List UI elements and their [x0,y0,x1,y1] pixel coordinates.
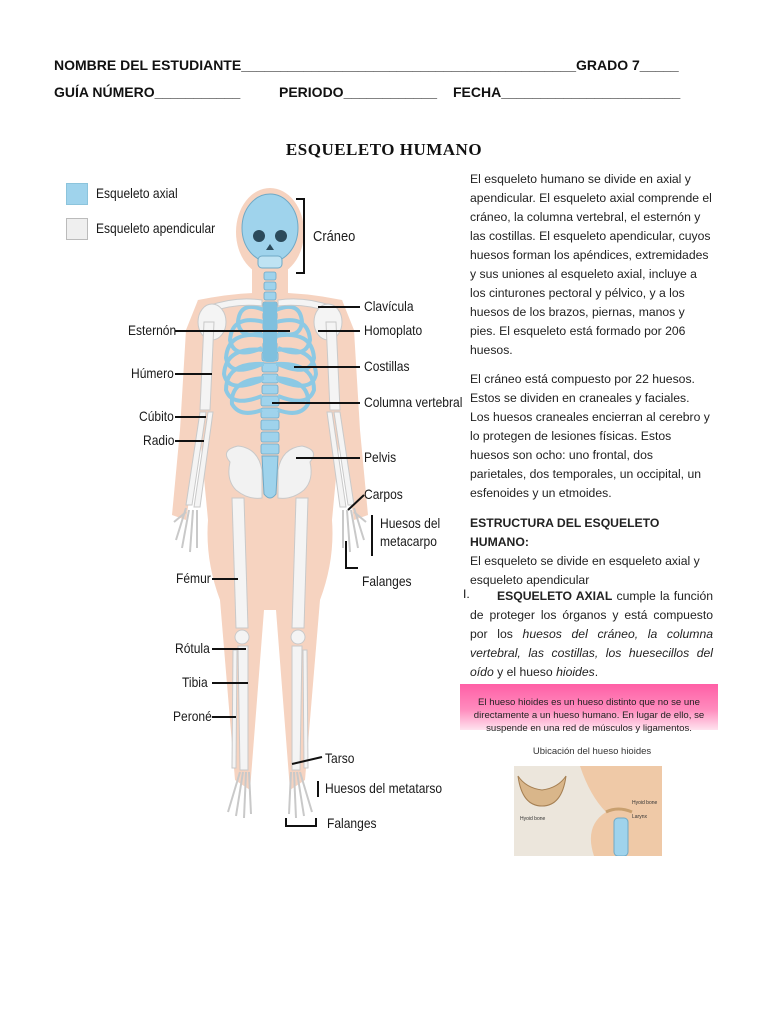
label-femur: Fémur [176,570,211,586]
axial-text-2: y el hueso [493,665,557,679]
estructura-body: El esqueleto se divide en esqueleto axial y esqueleto apendicular [470,554,700,587]
date-line: FECHA_______________________ [453,84,681,100]
axial-italic: huesos del cráneo, la columna vertebral, las costillas, los huesecillos del oído [470,627,714,679]
label-columna: Columna vertebral [364,394,463,410]
craneo-paragraph [470,370,712,503]
intro-paragraph [470,170,712,360]
numeral-i: I. [463,587,470,601]
paragraph-2: El cráneo está compuesto por 22 huesos. Estos se dividen en craneales y faciales. Los huesos craneales encierran al cerebro y lo protegen de lesiones físicas. Estos huesos son ocho: uno frontal, dos parietales, dos temporales, un occipital, un esfenoides y un etmoides. [470,372,710,500]
label-metacarpo-2: metacarpo [380,533,437,549]
hioides-label-2: Hyoid bone [632,800,658,806]
legend-apendicular: Esqueleto apendicular [96,220,216,236]
label-carpos: Carpos [364,486,403,502]
label-rotula: Rótula [175,640,210,656]
label-radio: Radio [143,432,175,448]
label-tibia: Tibia [182,674,208,690]
label-perone: Peroné [173,708,212,724]
label-pelvis: Pelvis [364,449,397,465]
label-humero: Húmero [131,365,174,381]
hioides-caption: Ubicación del hueso hioides [532,746,652,757]
label-falanges-mano: Falanges [362,573,412,589]
axial-title: ESQUELETO AXIAL [497,589,613,603]
hioides-drawing [514,766,662,856]
legend-axial: Esqueleto axial [96,185,178,201]
hioides-note [460,684,718,734]
label-clavicula: Clavícula [364,298,414,314]
axial-text-1: cumple la función de proteger los órganos y está compuesto por los [470,589,713,641]
label-cubito: Cúbito [139,408,174,424]
label-craneo: Cráneo [313,228,356,245]
estructura-section [470,514,712,590]
label-esternon: Esternón [128,322,177,338]
axial-end: . [594,665,599,679]
label-metatarso: Huesos del metatarso [325,780,443,796]
paragraph-1: El esqueleto humano se divide en axial y apendicular. El esqueleto axial comprende el cráneo, la columna vertebral, el esternón y las costillas. El esqueleto apendicular, cuyos huesos forman los apéndices, extremidades y sus uniones al esqueleto axial, incluye a los cinturones pectoral y pélvico, y a los huesos de los brazos, piernas, manos y pies. El esqueleto está formado por 206 huesos. [470,172,712,357]
axial-italic-2: hioides [556,665,595,679]
hioides-image [514,766,662,856]
student-name-line: NOMBRE DEL ESTUDIANTE___________________________________________GRADO 7_____ [54,57,679,73]
estructura-title: ESTRUCTURA DEL ESQUELETO HUMANO: [470,516,660,549]
label-metacarpo-1: Huesos del [380,515,441,531]
hioides-label-1: Hyoid bone [520,816,546,822]
period-line: PERIODO____________ [279,84,437,100]
page-title: ESQUELETO HUMANO [285,140,483,159]
hioides-label-3: Larynx [632,814,648,820]
hioides-note-text: El hueso hioides es un hueso distinto que no se une directamente a un hueso humano. En lugar de ello, se suspende en una red de músculos y ligamentos. [473,697,705,734]
label-falanges-pie: Falanges [327,815,377,831]
label-homoplato: Homoplato [364,322,423,338]
axial-section [470,587,713,682]
label-costillas: Costillas [364,358,410,374]
label-tarso: Tarso [325,750,355,766]
guide-number-line: GUÍA NÚMERO___________ [54,84,241,100]
